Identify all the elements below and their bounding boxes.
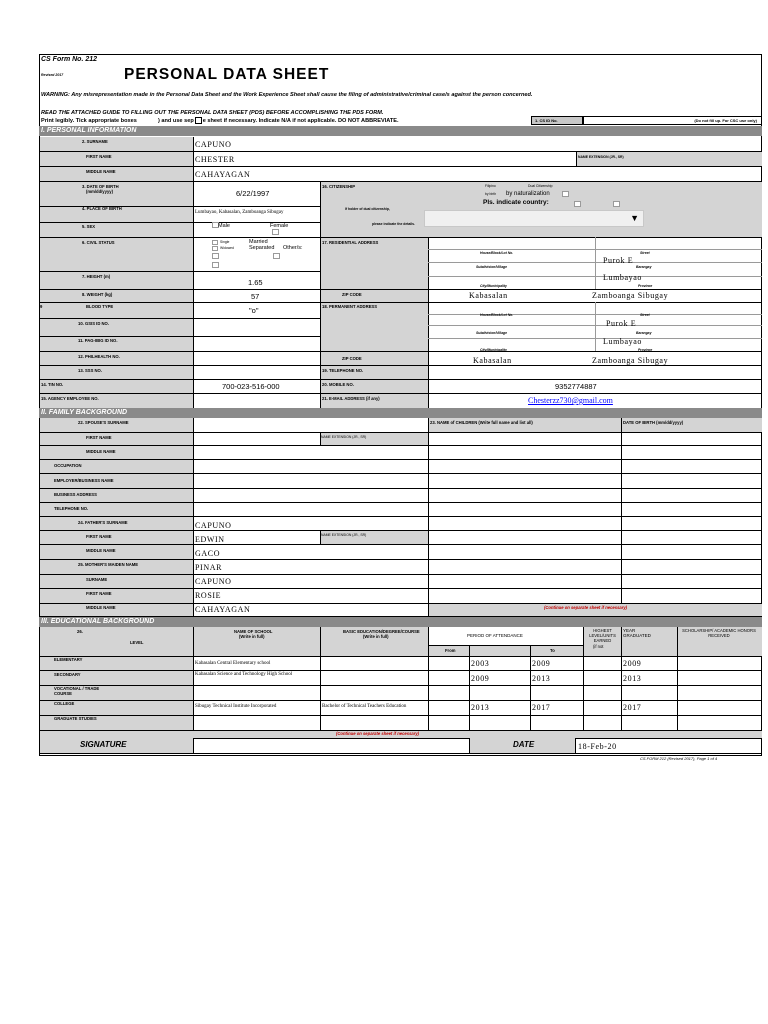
edu-to-elementary[interactable]: 2009 [532, 659, 551, 668]
civil-married: Married [249, 239, 268, 245]
to-header: To [550, 648, 555, 653]
country-select[interactable] [424, 210, 644, 227]
firstname-field[interactable]: CHESTER [195, 155, 235, 164]
citizenship-label: 16. CITIZENSHIP [322, 184, 356, 189]
section-family-background: II. FAMILY BACKGROUND [39, 408, 762, 418]
business-address-label: BUSINESS ADDRESS [54, 492, 97, 497]
edu-level-elementary: ELEMENTARY [54, 657, 83, 662]
dob-format: (mm/dd/yyyy) [86, 189, 113, 194]
mobile-field[interactable]: 9352774887 [555, 382, 597, 391]
telephone-label: 19. TELEPHONE NO. [322, 368, 364, 373]
surname-field[interactable]: CAPUNO [195, 140, 232, 149]
cit-dual: Dual Citizenship [528, 184, 553, 188]
revised-label: Revised 2017 [41, 73, 64, 77]
email-field[interactable]: Chesterzz730@gmail.com [528, 396, 613, 405]
perm-address-label: 18. PERMANENT ADDRESS [322, 304, 377, 309]
cit-by-birth: by birth [485, 192, 497, 196]
dob-field[interactable]: 6/22/1997 [236, 189, 270, 198]
guide-text: READ THE ATTACHED GUIDE TO FILLING OUT THE PERSONAL DATA SHEET (PDS) BEFORE ACCOMPLISHING THE PDS FORM. [41, 110, 384, 116]
cs-id-note: (Do not fill up. For CSC use only) [583, 116, 762, 125]
perm-city-label: City/Municipality [480, 348, 507, 352]
civil-widowed: Widowed [220, 246, 234, 250]
spouse-middlename-label: MIDDLE NAME [86, 449, 116, 454]
city-label: City/Municipality [480, 284, 507, 288]
edu-year-college[interactable]: 2017 [623, 703, 642, 712]
page-title: PERSONAL DATA SHEET [124, 66, 330, 83]
civil-others: Other/s: [283, 245, 303, 251]
school-header: NAME OF SCHOOL [234, 629, 273, 634]
agency-no-label: 15. AGENCY EMPLOYEE NO. [41, 396, 99, 401]
cit-filipino: Filipino [485, 184, 496, 188]
cit-indicate-label: please indicate the details. [372, 222, 415, 226]
edu-to-secondary[interactable]: 2013 [532, 674, 551, 683]
personal-label-column [40, 137, 193, 408]
tin-field[interactable]: 700-023-516-000 [222, 382, 280, 391]
house-label: House/Block/Lot No. [480, 251, 514, 255]
edu-to-college[interactable]: 2017 [532, 703, 551, 712]
perm-house-label: House/Block/Lot No. [480, 313, 514, 317]
pob-label: 4. PLACE OF BIRTH [82, 206, 122, 211]
naturalization-checkbox[interactable] [562, 191, 569, 197]
surname-label: 2. SURNAME [82, 139, 108, 144]
cit-country-label: Pls. indicate country: [483, 199, 549, 206]
country-checkbox-b[interactable] [613, 201, 620, 207]
philhealth-label: 12. PHILHEALTH NO. [78, 354, 120, 359]
perm-street-label: Street [640, 313, 650, 317]
spouse-surname-label: 22. SPOUSE'S SURNAME [78, 420, 129, 425]
res-city-field[interactable]: Kabasalan [469, 291, 508, 300]
brgy-label: Barangay [636, 265, 652, 269]
civil-separated: Separated [249, 245, 275, 251]
father-middlename-field[interactable]: GACO [195, 549, 221, 558]
res-prov-field[interactable]: Zamboanga Sibugay [592, 291, 669, 300]
date-field[interactable]: 18-Feb-20 [578, 742, 617, 751]
occupation-label: OCCUPATION [54, 463, 82, 468]
male-label: Male [218, 223, 230, 229]
perm-subd-label: Subdivision/Village [476, 331, 507, 335]
blood-number: 9 [40, 304, 43, 309]
honors-header: SCHOLARSHIP/ ACADEMIC HONORS RECEIVED [682, 628, 756, 638]
dob-label: 3. DATE OF BIRTH [82, 184, 119, 189]
cit-naturalization: by naturalization [506, 191, 550, 197]
blood-type-label: BLOOD TYPE [86, 304, 114, 309]
highest-level-header: HIGHEST LEVEL/UNITS EARNED [589, 628, 616, 643]
course-header: BASIC EDUCATION/DEGREE/COURSE [343, 629, 420, 634]
gsis-label: 10. GSIS ID NO. [78, 321, 109, 326]
cs-id-label: 1. CS ID No. [531, 116, 583, 125]
spouse-firstname-label: FIRST NAME [86, 435, 112, 440]
civil-status-label: 6. CIVIL STATUS [82, 240, 115, 245]
from-header: From [445, 648, 456, 653]
edu-from-college[interactable]: 2013 [471, 703, 490, 712]
mobile-label: 20. MOBILE NO. [322, 382, 354, 387]
street-label: Street [640, 251, 650, 255]
edu-school-elementary[interactable]: Kabasalan Central Elementary school [195, 661, 271, 666]
edu-year-elementary[interactable]: 2009 [623, 659, 642, 668]
edu-school-college[interactable]: Sibugay Technical Institute Incorporated [195, 704, 277, 709]
tin-label: 14. TIN NO. [41, 382, 64, 387]
res-address-label: 17. RESIDENTIAL ADDRESS [322, 240, 379, 245]
middlename-field[interactable]: CAHAYAGAN [195, 170, 251, 179]
employer-label: EMPLOYER/BUSINESS NAME [54, 478, 114, 483]
blood-type-field[interactable]: "o" [249, 306, 259, 315]
perm-prov-label: Province [638, 348, 653, 352]
perm-street-field[interactable]: Purok E [606, 319, 637, 328]
mother-firstname-label: FIRST NAME [86, 591, 112, 596]
family-label-column [40, 418, 193, 616]
chevron-down-icon: ▼ [630, 213, 639, 223]
perm-city-field[interactable]: Kabasalan [473, 356, 512, 365]
father-surname-label: 24. FATHER'S SURNAME [78, 520, 128, 525]
edu-level-vocational: VOCATIONAL / TRADE COURSE [54, 686, 100, 696]
print-instr-b: ) and use sep [157, 117, 194, 124]
weight-field[interactable]: 57 [251, 292, 260, 301]
date-label: DATE [513, 740, 535, 749]
height-field[interactable]: 1.65 [248, 278, 263, 287]
weight-label: 8. WEIGHT (kg) [82, 292, 113, 297]
edu-from-elementary[interactable]: 2003 [471, 659, 490, 668]
perm-prov-field[interactable]: Zamboanga Sibugay [592, 356, 669, 365]
children-dob-label: DATE OF BIRTH (mm/dd/yyyy) [623, 420, 684, 425]
separated-checkbox[interactable] [273, 253, 280, 259]
perm-brgy-label: Barangay [636, 331, 652, 335]
sex-label: 5. SEX [82, 224, 96, 229]
address-label-column [320, 181, 428, 408]
school-subheader: (Write in full) [239, 634, 265, 639]
sss-label: 13. SSS NO. [78, 368, 102, 373]
education-number: 26. [77, 629, 83, 634]
height-label: 7. HEIGHT (m) [82, 274, 111, 279]
email-label: 21. E-MAIL ADDRESS (if any) [322, 396, 380, 401]
section-personal-info: I. PERSONAL INFORMATION [39, 126, 762, 136]
highest-level-subheader: (if not [593, 644, 604, 649]
edu-from-secondary[interactable]: 2009 [471, 674, 490, 683]
print-instr-c: e sheet if necessary. Indicate N/A if not applicable. DO NOT ABBREVIATE. [202, 117, 399, 124]
edu-year-secondary[interactable]: 2013 [623, 674, 642, 683]
mother-maiden-field[interactable]: PINAR [195, 563, 223, 572]
single-checkbox[interactable] [212, 240, 218, 245]
edu-course-college[interactable]: Bachelor of Technical Teachers Education [322, 704, 407, 709]
subd-label: Subdivision/Village [476, 265, 507, 269]
female-label: Female [270, 223, 289, 229]
period-header: PERIOD OF ATTENDANCE [467, 633, 523, 638]
perm-zip-label: ZIP CODE [342, 356, 362, 361]
pagibig-label: 11. PAG-IBIG ID NO. [78, 338, 118, 343]
spouse-ext-label: NAME EXTENSION (JR., SR) [321, 435, 367, 439]
mother-surname-field[interactable]: CAPUNO [195, 577, 232, 586]
father-firstname-field[interactable]: EDWIN [195, 535, 225, 544]
level-header: LEVEL [130, 640, 144, 645]
cit-holder-label: If holder of dual citizenship, [345, 207, 390, 211]
mother-firstname-field[interactable]: ROSIE [195, 591, 222, 600]
middlename-label: MIDDLE NAME [86, 169, 116, 174]
female-checkbox[interactable] [272, 229, 279, 235]
year-graduated-header: YEAR GRADUATED [623, 628, 651, 638]
father-surname-field[interactable]: CAPUNO [195, 521, 232, 530]
footer-text: CS FORM 212 (Revised 2017), Page 1 of 4 [640, 756, 718, 761]
name-ext-label: NAME EXTENSION (JR., SR) [578, 155, 624, 159]
mother-middlename-field[interactable]: CAHAYAGAN [195, 605, 251, 614]
father-firstname-label: FIRST NAME [86, 534, 112, 539]
edu-level-graduate: GRADUATE STUDIES [54, 716, 97, 721]
widowed-checkbox[interactable] [212, 246, 218, 251]
mother-maiden-label: 25. MOTHER'S MAIDEN NAME [78, 562, 139, 567]
course-subheader: (Write in full) [363, 634, 389, 639]
res-street-field[interactable]: Purok E [603, 256, 634, 265]
perm-brgy-field[interactable]: Lumbayao [603, 337, 643, 346]
pob-field[interactable]: Lumbayao, Kabasalan, Zamboanga Sibugay [195, 210, 284, 215]
spouse-telephone-label: TELEPHONE NO. [54, 506, 89, 511]
section-educational-background: III. EDUCATIONAL BACKGROUND [39, 617, 762, 627]
prov-label: Province [638, 284, 653, 288]
res-brgy-field[interactable]: Lumbayao [603, 273, 643, 282]
father-middlename-label: MIDDLE NAME [86, 548, 116, 553]
family-continue-note: (Continue on separate sheet if necessary) [544, 605, 628, 610]
citizenship-area [428, 181, 762, 237]
warning-text: WARNING: Any misrepresentation made in the Personal Data Sheet and the Work Experience Sheet shall cause the filing of administrative/criminal case/s against the person concerned. [41, 92, 533, 98]
edu-level-secondary: SECONDARY [54, 672, 81, 677]
civil-single: Single [220, 240, 230, 244]
edu-level-college: COLLEGE [54, 701, 75, 706]
signature-label: SIGNATURE [80, 740, 127, 749]
mother-surname-label: SURNAME [86, 577, 108, 582]
married-checkbox[interactable] [212, 253, 219, 259]
mother-middlename-label: MIDDLE NAME [86, 605, 116, 610]
country-checkbox-a[interactable] [574, 201, 581, 207]
education-continue-note: (Continue on separate sheet if necessary) [336, 731, 420, 736]
firstname-label: FIRST NAME [86, 154, 112, 159]
edu-school-secondary[interactable]: Kabasalan Science and Technology High School [195, 672, 293, 677]
print-instr-a: Print legibly. Tick appropriate boxes [41, 117, 137, 124]
form-number: CS Form No. 212 [41, 56, 98, 63]
zip-label: ZIP CODE [342, 292, 362, 297]
others-checkbox[interactable] [212, 262, 219, 268]
father-ext-label: NAME EXTENSION (JR., SR) [321, 533, 367, 537]
signature-field[interactable] [194, 739, 468, 752]
children-label: 23. NAME of CHILDREN (Write full name and list all) [430, 420, 533, 425]
